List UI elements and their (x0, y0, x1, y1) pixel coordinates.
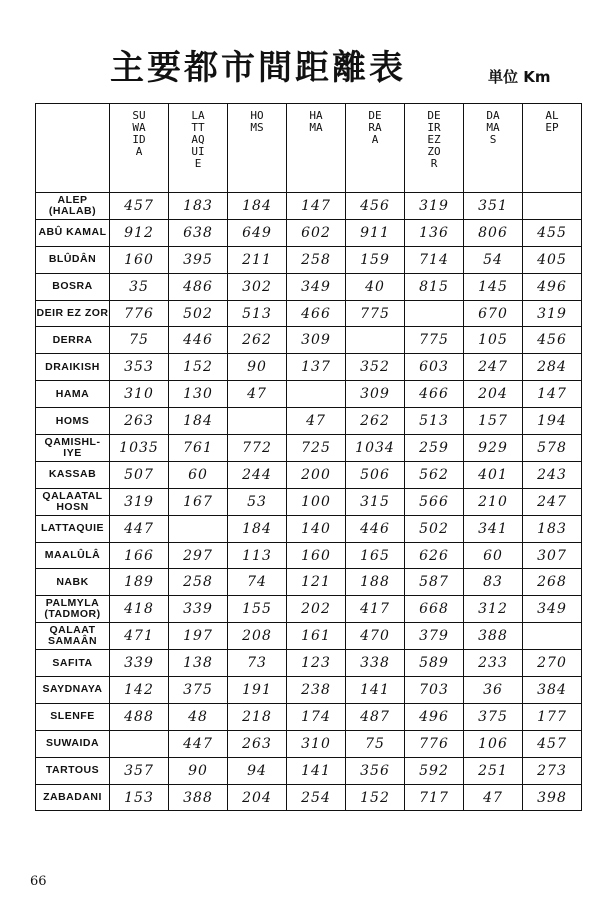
distance-cell: 488 (110, 703, 169, 730)
distance-cell: 47 (228, 381, 287, 408)
distance-cell: 184 (169, 408, 228, 435)
distance-cell: 258 (169, 569, 228, 596)
distance-cell: 263 (228, 730, 287, 757)
distance-cell: 121 (287, 569, 346, 596)
distance-cell: 312 (464, 596, 523, 623)
distance-cell: 123 (287, 650, 346, 677)
distance-cell: 145 (464, 273, 523, 300)
distance-cell: 349 (287, 273, 346, 300)
table-row (36, 219, 582, 246)
table-row (36, 757, 582, 784)
table-row (36, 273, 582, 300)
table-row (36, 542, 582, 569)
distance-cell: 447 (169, 730, 228, 757)
distance-cell: 388 (464, 623, 523, 650)
distance-cell: 165 (346, 542, 405, 569)
header-row (36, 104, 582, 193)
distance-cell: 357 (110, 757, 169, 784)
distance-cell: 262 (346, 408, 405, 435)
distance-cell: 496 (405, 703, 464, 730)
distance-cell: 197 (169, 623, 228, 650)
distance-cell (523, 623, 582, 650)
distance-cell: 90 (169, 757, 228, 784)
table-row (36, 408, 582, 435)
distance-cell: 815 (405, 273, 464, 300)
row-header: MAALÛLÂ (36, 542, 110, 569)
distance-cell: 487 (346, 703, 405, 730)
distance-cell: 263 (110, 408, 169, 435)
distance-cell: 502 (405, 515, 464, 542)
distance-cell: 202 (287, 596, 346, 623)
table-row (36, 784, 582, 811)
distance-cell: 157 (464, 408, 523, 435)
distance-cell: 602 (287, 219, 346, 246)
distance-cell: 513 (228, 300, 287, 327)
distance-cell: 775 (405, 327, 464, 354)
distance-cell: 183 (523, 515, 582, 542)
distance-cell: 447 (110, 515, 169, 542)
distance-cell: 761 (169, 435, 228, 462)
distance-cell: 775 (346, 300, 405, 327)
page-number: 66 (30, 874, 47, 889)
distance-cell: 319 (523, 300, 582, 327)
distance-cell: 200 (287, 461, 346, 488)
distance-cell: 349 (523, 596, 582, 623)
distance-cell: 284 (523, 354, 582, 381)
distance-cell: 668 (405, 596, 464, 623)
row-header: BOSRA (36, 273, 110, 300)
row-header: BLÛDÂN (36, 246, 110, 273)
distance-cell: 638 (169, 219, 228, 246)
distance-cell: 717 (405, 784, 464, 811)
column-header (464, 104, 523, 193)
distance-cell: 159 (346, 246, 405, 273)
distance-cell: 90 (228, 354, 287, 381)
distance-cell: 177 (523, 703, 582, 730)
distance-cell: 310 (287, 730, 346, 757)
column-header (228, 104, 287, 193)
distance-cell: 258 (287, 246, 346, 273)
distance-cell: 566 (405, 488, 464, 515)
distance-cell: 167 (169, 488, 228, 515)
distance-cell: 254 (287, 784, 346, 811)
table-row (36, 569, 582, 596)
distance-cell: 233 (464, 650, 523, 677)
distance-cell: 147 (523, 381, 582, 408)
distance-cell: 912 (110, 219, 169, 246)
distance-cell: 506 (346, 461, 405, 488)
page-title: 主要都市間距離表 (110, 48, 406, 88)
distance-cell: 153 (110, 784, 169, 811)
distance-cell: 75 (346, 730, 405, 757)
distance-cell: 160 (287, 542, 346, 569)
distance-cell: 268 (523, 569, 582, 596)
distance-cell: 251 (464, 757, 523, 784)
table-row (36, 623, 582, 650)
distance-cell: 456 (523, 327, 582, 354)
distance-cell: 204 (464, 381, 523, 408)
distance-cell: 375 (464, 703, 523, 730)
distance-cell: 166 (110, 542, 169, 569)
distance-cell: 47 (287, 408, 346, 435)
table-row (36, 596, 582, 623)
table-row (36, 246, 582, 273)
distance-cell: 772 (228, 435, 287, 462)
distance-cell: 352 (346, 354, 405, 381)
column-header-label: DERAA (368, 109, 382, 146)
column-header (346, 104, 405, 193)
distance-cell: 259 (405, 435, 464, 462)
distance-cell: 140 (287, 515, 346, 542)
distance-cell: 603 (405, 354, 464, 381)
distance-cell: 417 (346, 596, 405, 623)
row-header: PALMYLA (TADMOR) (36, 596, 110, 623)
distance-cell: 714 (405, 246, 464, 273)
column-header-label: HAMA (309, 109, 323, 134)
distance-cell: 194 (523, 408, 582, 435)
distance-cell: 486 (169, 273, 228, 300)
distance-cell: 244 (228, 461, 287, 488)
row-header: ABÛ KAMAL (36, 219, 110, 246)
distance-cell: 309 (287, 327, 346, 354)
row-header: TARTOUS (36, 757, 110, 784)
distance-cell: 351 (464, 193, 523, 220)
distance-cell (405, 300, 464, 327)
distance-cell: 496 (523, 273, 582, 300)
distance-cell: 105 (464, 327, 523, 354)
distance-cell: 725 (287, 435, 346, 462)
distance-cell: 204 (228, 784, 287, 811)
distance-cell: 152 (169, 354, 228, 381)
distance-cell: 341 (464, 515, 523, 542)
distance-cell: 218 (228, 703, 287, 730)
distance-cell: 929 (464, 435, 523, 462)
distance-cell: 457 (110, 193, 169, 220)
distance-cell: 36 (464, 677, 523, 704)
distance-cell: 184 (228, 193, 287, 220)
distance-cell: 141 (346, 677, 405, 704)
row-header: SAFITA (36, 650, 110, 677)
column-header (110, 104, 169, 193)
distance-cell: 471 (110, 623, 169, 650)
distance-cell: 703 (405, 677, 464, 704)
distance-cell: 210 (464, 488, 523, 515)
distance-cell: 262 (228, 327, 287, 354)
table-row (36, 515, 582, 542)
distance-cell: 513 (405, 408, 464, 435)
distance-cell: 155 (228, 596, 287, 623)
distance-cell: 649 (228, 219, 287, 246)
distance-cell: 911 (346, 219, 405, 246)
column-header-label: LATTAQUIE (191, 109, 205, 170)
distance-cell: 113 (228, 542, 287, 569)
distance-cell: 398 (523, 784, 582, 811)
distance-cell: 270 (523, 650, 582, 677)
row-header: ZABADANI (36, 784, 110, 811)
distance-cell: 174 (287, 703, 346, 730)
row-header: SUWAIDA (36, 730, 110, 757)
distance-cell: 375 (169, 677, 228, 704)
row-header: QALAAT SAMAÂN (36, 623, 110, 650)
table-row (36, 703, 582, 730)
distance-cell: 338 (346, 650, 405, 677)
distance-cell: 100 (287, 488, 346, 515)
distance-cell: 106 (464, 730, 523, 757)
distance-cell: 626 (405, 542, 464, 569)
table-row (36, 488, 582, 515)
distance-cell: 74 (228, 569, 287, 596)
distance-cell: 130 (169, 381, 228, 408)
row-header: NABK (36, 569, 110, 596)
distance-cell: 141 (287, 757, 346, 784)
distance-cell: 401 (464, 461, 523, 488)
row-header: SAYDNAYA (36, 677, 110, 704)
distance-cell: 309 (346, 381, 405, 408)
table-row (36, 461, 582, 488)
distance-cell: 353 (110, 354, 169, 381)
distance-cell: 191 (228, 677, 287, 704)
distance-cell: 147 (287, 193, 346, 220)
table-row (36, 677, 582, 704)
distance-cell: 1034 (346, 435, 405, 462)
row-header: ALEP (HALAB) (36, 193, 110, 220)
distance-cell: 395 (169, 246, 228, 273)
column-header-label: DEIR EZ ZOR (427, 109, 441, 170)
distance-cell: 446 (346, 515, 405, 542)
column-header-label: SUWAIDA (132, 109, 146, 158)
row-header: QAMISHL-IYE (36, 435, 110, 462)
distance-cell: 138 (169, 650, 228, 677)
distance-cell: 307 (523, 542, 582, 569)
distance-cell (110, 730, 169, 757)
distance-cell: 319 (110, 488, 169, 515)
unit-label: 単位 Km (488, 68, 551, 86)
distance-cell: 455 (523, 219, 582, 246)
distance-cell: 776 (405, 730, 464, 757)
table-row (36, 381, 582, 408)
distance-cell: 273 (523, 757, 582, 784)
distance-cell: 470 (346, 623, 405, 650)
column-header (169, 104, 228, 193)
distance-cell: 73 (228, 650, 287, 677)
distance-cell: 142 (110, 677, 169, 704)
distance-cell: 247 (523, 488, 582, 515)
row-header: DERRA (36, 327, 110, 354)
distance-cell: 184 (228, 515, 287, 542)
row-header: HAMA (36, 381, 110, 408)
table-row (36, 650, 582, 677)
distance-cell: 319 (405, 193, 464, 220)
distance-cell: 137 (287, 354, 346, 381)
distance-cell: 297 (169, 542, 228, 569)
column-header (405, 104, 464, 193)
distance-cell: 47 (464, 784, 523, 811)
row-header: DRAIKISH (36, 354, 110, 381)
distance-cell: 54 (464, 246, 523, 273)
distance-cell: 405 (523, 246, 582, 273)
distance-cell: 243 (523, 461, 582, 488)
distance-cell (523, 193, 582, 220)
distance-cell: 339 (110, 650, 169, 677)
distance-cell (169, 515, 228, 542)
table-body (36, 193, 582, 811)
corner-cell (36, 104, 110, 193)
column-header (287, 104, 346, 193)
distance-cell: 183 (169, 193, 228, 220)
distance-cell: 189 (110, 569, 169, 596)
distance-cell: 562 (405, 461, 464, 488)
distance-cell (346, 327, 405, 354)
distance-cell: 418 (110, 596, 169, 623)
distance-cell: 238 (287, 677, 346, 704)
distance-cell: 60 (464, 542, 523, 569)
distance-cell: 507 (110, 461, 169, 488)
distance-cell: 388 (169, 784, 228, 811)
distance-cell: 136 (405, 219, 464, 246)
row-header: QALAATAL HOSN (36, 488, 110, 515)
distance-cell: 35 (110, 273, 169, 300)
distance-cell: 589 (405, 650, 464, 677)
distance-cell: 1035 (110, 435, 169, 462)
column-header-label: HOMS (250, 109, 264, 134)
distance-cell: 75 (110, 327, 169, 354)
distance-cell: 502 (169, 300, 228, 327)
distance-cell: 356 (346, 757, 405, 784)
row-header: DEIR EZ ZOR (36, 300, 110, 327)
table-row (36, 730, 582, 757)
row-header: HOMS (36, 408, 110, 435)
distance-cell: 776 (110, 300, 169, 327)
distance-cell: 310 (110, 381, 169, 408)
table-row (36, 435, 582, 462)
distance-cell: 160 (110, 246, 169, 273)
column-header (523, 104, 582, 193)
distance-cell: 315 (346, 488, 405, 515)
distance-cell: 247 (464, 354, 523, 381)
row-header: SLENFE (36, 703, 110, 730)
distance-cell: 587 (405, 569, 464, 596)
row-header: LATTAQUIE (36, 515, 110, 542)
table-row (36, 327, 582, 354)
table-row (36, 354, 582, 381)
table-row (36, 300, 582, 327)
distance-cell: 40 (346, 273, 405, 300)
distance-cell: 60 (169, 461, 228, 488)
distance-cell: 211 (228, 246, 287, 273)
distance-cell: 302 (228, 273, 287, 300)
distance-cell: 83 (464, 569, 523, 596)
distance-cell: 466 (287, 300, 346, 327)
distance-cell: 592 (405, 757, 464, 784)
distance-cell: 466 (405, 381, 464, 408)
distance-cell: 670 (464, 300, 523, 327)
distance-cell (228, 408, 287, 435)
distance-cell: 456 (346, 193, 405, 220)
distance-cell: 94 (228, 757, 287, 784)
distance-cell: 446 (169, 327, 228, 354)
distance-cell: 578 (523, 435, 582, 462)
distance-table (35, 103, 582, 811)
distance-cell (287, 381, 346, 408)
distance-cell: 208 (228, 623, 287, 650)
distance-cell: 379 (405, 623, 464, 650)
column-header-label: DAMAS (486, 109, 500, 146)
distance-cell: 806 (464, 219, 523, 246)
distance-cell: 48 (169, 703, 228, 730)
column-header-label: ALEP (545, 109, 559, 134)
distance-cell: 53 (228, 488, 287, 515)
distance-cell: 152 (346, 784, 405, 811)
distance-cell: 161 (287, 623, 346, 650)
distance-cell: 384 (523, 677, 582, 704)
row-header: KASSAB (36, 461, 110, 488)
distance-cell: 188 (346, 569, 405, 596)
distance-cell: 457 (523, 730, 582, 757)
distance-cell: 339 (169, 596, 228, 623)
table-row (36, 193, 582, 220)
